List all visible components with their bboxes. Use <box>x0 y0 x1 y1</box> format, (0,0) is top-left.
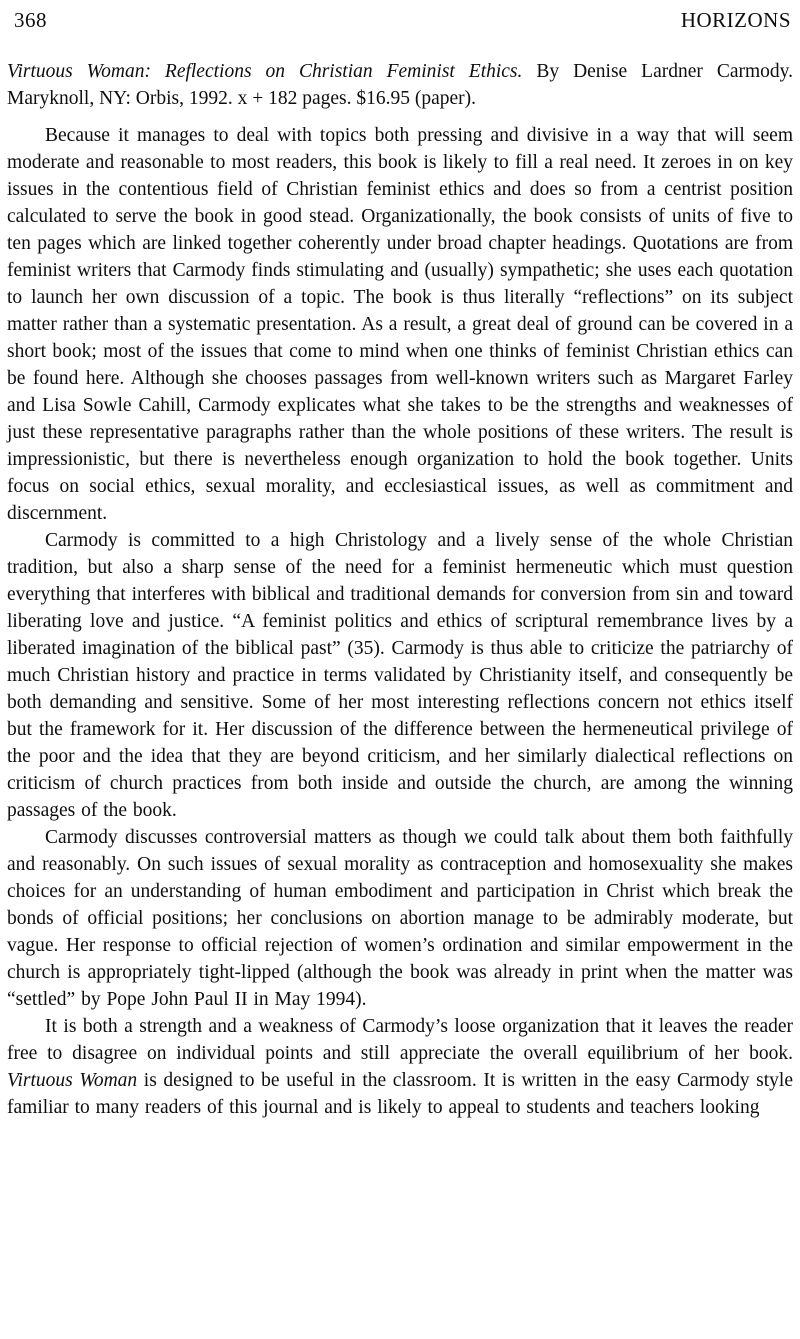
running-head <box>7 6 793 32</box>
review-paragraph-4-post: is designed to be useful in the classroom. It is written in the easy Carmody style familiar to many readers of this journal and is likely to appeal to students and teachers looking <box>7 1070 793 1118</box>
book-citation <box>7 58 793 112</box>
review-paragraph-1: Because it manages to deal with topics both pressing and divisive in a way that will seem moderate and reasonable to most readers, this book is likely to fill a real need. It zeroes in on key issues in the contentious field of Christian feminist ethics and does so from a centrist position calculated to serve the book in good stead. Organizationally, the book consists of units of five to ten pages which are linked together coherently under broad chapter headings. Quotations are from feminist writers that Carmody finds stimulating and (usually) sympathetic; she uses each quotation to launch her own discussion of a topic. The book is thus literally “reflections” on its subject matter rather than a systematic presentation. As a result, a great deal of ground can be covered in a short book; most of the issues that come to mind when one thinks of feminist Christian ethics can be found here. Although she chooses passages from well-known writers such as Margaret Farley and Lisa Sowle Cahill, Carmody explicates what she takes to be the strengths and weaknesses of just these representative paragraphs rather than the whole positions of these writers. The result is impressionistic, but there is nevertheless enough organization to hold the book together. Units focus on social ethics, sexual morality, and ecclesiastical issues, as well as commitment and discernment. <box>7 125 793 524</box>
review-body <box>7 122 793 1121</box>
book-citation-title: Virtuous Woman: Reflections on Christian Feminist Ethics. <box>7 61 523 82</box>
book-citation-details: By Denise Lardner Carmody. Maryknoll, NY: Orbis, 1992. x + 182 pages. $16.95 (paper). <box>7 61 794 109</box>
review-paragraph-2: Carmody is committed to a high Christology and a lively sense of the whole Christian tradition, but also a sharp sense of the need for a feminist hermeneutic which must question everything that interferes with biblical and traditional demands for conversion from sin and toward liberating love and justice. “A feminist politics and ethics of scriptural remembrance lives by a liberated imagination of the biblical past” (35). Carmody is thus able to criticize the patriarchy of much Christian history and practice in terms validated by Christianity itself, and consequently be both demanding and sensitive. Some of her most interesting reflections concern not ethics itself but the framework for it. Her discussion of the difference between the hermeneutical privilege of the poor and the idea that they are beyond criticism, and her similarly dialectical reflections on criticism of church practices from both inside and outside the church, are among the winning passages of the book. <box>7 530 793 821</box>
page-number: 368 <box>14 8 47 32</box>
journal-title: HORIZONS <box>680 8 791 32</box>
reviewed-book-title-italic: Virtuous Woman <box>7 1070 138 1091</box>
review-paragraph-3: Carmody discusses controversial matters as though we could talk about them both faithfully and reasonably. On such issues of sexual morality as contraception and homosexuality she makes choices for an understanding of human embodiment and participation in Christ which break the bonds of official positions; her conclusions on abortion manage to be admirably moderate, but vague. Her response to official rejection of women’s ordination and similar empowerment in the church is appropriately tight-lipped (although the book was already in print when the matter was “settled” by Pope John Paul II in May 1994). <box>7 827 793 1010</box>
review-paragraph-4-pre: It is both a strength and a weakness of Carmody’s loose organization that it leaves the reader free to disagree on individual points and still appreciate the overall equilibrium of her book. <box>7 1016 793 1064</box>
review-paragraph-4 <box>7 1013 793 1121</box>
